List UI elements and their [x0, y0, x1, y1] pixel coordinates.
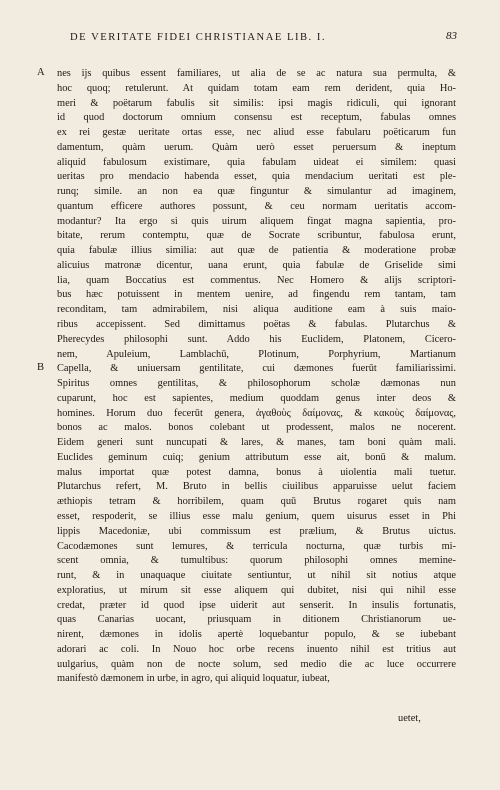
text-line: nirent, dæmones in idolis apertè loquebantur populo, & se iubebant — [57, 629, 456, 641]
text-line: runq; simile. an non ea quæ finguntur & simulantur ad imaginem, — [57, 186, 456, 198]
text-line: lia, quam Boccatius est commentus. Nec Homero & alijs scriptori- — [57, 274, 456, 286]
text-line: ex rei gestæ ueritate ortas esse, nec aliud esse fabularu poëticarum fun — [57, 127, 456, 139]
text-line: bitate, rerum contemptu, quæ de Socrate scribuntur, fabulosa erunt, — [57, 230, 456, 242]
catchword: uetet, — [398, 713, 421, 724]
text-line: lippis Macedoniæ, ubi commissum est prælium, & Brutus uictus. — [57, 525, 456, 537]
text-line: Cacodæmones sunt lemures, & terricula nocturna, quæ turbis mi- — [57, 540, 456, 552]
text-line: exploratius, ut mirum sit esse aliquem qui dubitet, nisi qui nihil esse — [57, 584, 456, 596]
text-line: id quod doctorum omnium consensu est receptum, fabulas omnes — [57, 112, 456, 124]
text-line: reconditam, tam admirabilem, nisi aliqua auditione eam à suis maio- — [57, 304, 456, 316]
text-line: ribus accepissent. Sed dimittamus poëtas & fabulas. Plutarchus & — [57, 319, 456, 331]
text-line: bonos ac malos. bonos colebant ut prodessent, malos ne nocerent. — [57, 422, 456, 434]
text-line: Plutarchus refert, M. Bruto in bellis ciuilibus apparuisse uelut faciem — [57, 481, 456, 493]
text-line: scent omnia, & tumultibus: quorum philosophi omnes memine- — [57, 555, 456, 567]
text-line: quas Canarias uocant, priusquam in ditionem Christianorum ue- — [57, 614, 456, 626]
text-line: quia fabulæ illius similia: aut quæ de patientia & moderatione probæ — [57, 245, 456, 257]
text-line: nes ijs quibus essent familiares, ut alia de se ac natura sua permulta, & — [57, 68, 456, 79]
text-line: Spiritus omnes gentilitas, & philosophorum scholæ dæmonas nun — [57, 378, 456, 390]
text-line: adorari ac coli. In Nouo hoc orbe recens inuento nihil est tritius aut — [57, 643, 456, 655]
text-line: modantur? Ita ergo si quis uirum aliquem fingat magna sapientia, pro- — [57, 215, 456, 227]
text-line: alicuius matronæ dicentur, uana erunt, quia fabulæ de Griselide simi — [57, 259, 456, 271]
text-line: hoc quoq; retulerunt. At quidam totam eam rem derident, quia Ho- — [57, 82, 456, 94]
text-line: cuparunt, hoc est sapientes, medium quoddam genus inter deos & — [57, 392, 456, 404]
text-line: ueritas pro mendacio habenda esset, quia mendacium ueritati est ple- — [57, 171, 456, 183]
margin-letter-b: B — [37, 362, 45, 373]
running-title: DE VERITATE FIDEI CHRISTIANAE LIB. I. — [70, 32, 327, 43]
text-line: Eidem generi sunt nuncupati & lares, & manes, tam boni quàm mali. — [57, 437, 456, 449]
text-line: esset, respoderit, se illius esse malu genium, quem uisurus esset in Phi — [57, 510, 456, 522]
text-line: æthiopis tetram & horribilem, quam quū Brutus rogaret quis nam — [57, 496, 456, 508]
text-line: bus hæc potuissent in mentem uenire, ad fingendu rem tantam, tam — [57, 289, 456, 301]
text-line: Euclides geminum cuiq; genium attributum esse ait, bonū & malum. — [57, 451, 456, 463]
text-line: meri & poëtarum fabulis sit similis: ipsi magis ridiculi, qui ignorant — [57, 97, 456, 109]
text-line: Pherecydes philosophi sunt. Addo his Euclidem, Platonem, Cicero- — [57, 333, 456, 345]
text-line: uulgarius, quàm non de nocte solum, sed medio die ac luce occurrere — [57, 658, 456, 670]
body-text — [57, 67, 456, 687]
text-line: quantum efficere authores possunt, & ceu normam ueritatis accom- — [57, 200, 456, 212]
text-line: homines. Horum duo fecerūt genera, ἀγαθοὺς δαίμονας, & κακοὺς δαίμονας, — [57, 407, 456, 419]
text-line: damentum, quàm uerum. Quàm uerò esset peruersum & ineptum — [57, 141, 456, 153]
text-line: aliquid fabulosum existimare, quia fabulam uideat ei similem: quasi — [57, 156, 456, 168]
text-line: Capella, & uniuersam gentilitate, cui dæmones fuerūt familiarissimi. — [57, 363, 456, 375]
margin-letter-a: A — [37, 67, 45, 78]
text-line: runt, & in unaquaque ciuitate sentiuntur, ut nihil sit notius atque — [57, 570, 456, 582]
page-number: 83 — [446, 30, 457, 42]
text-line: manifestò dæmonem in urbe, in agro, qui aliquid loquatur, iubeat, — [57, 673, 330, 685]
text-line: malus importat quæ potest damna, bonus à uiolentia mali tuetur. — [57, 466, 456, 478]
text-line: credat, præter id quod ipse uiderit aut senserit. In insulis fortunatis, — [57, 599, 456, 611]
text-line: nem, Apuleium, Lamblachū, Plotinum, Porphyrium, Martianum — [57, 348, 456, 360]
